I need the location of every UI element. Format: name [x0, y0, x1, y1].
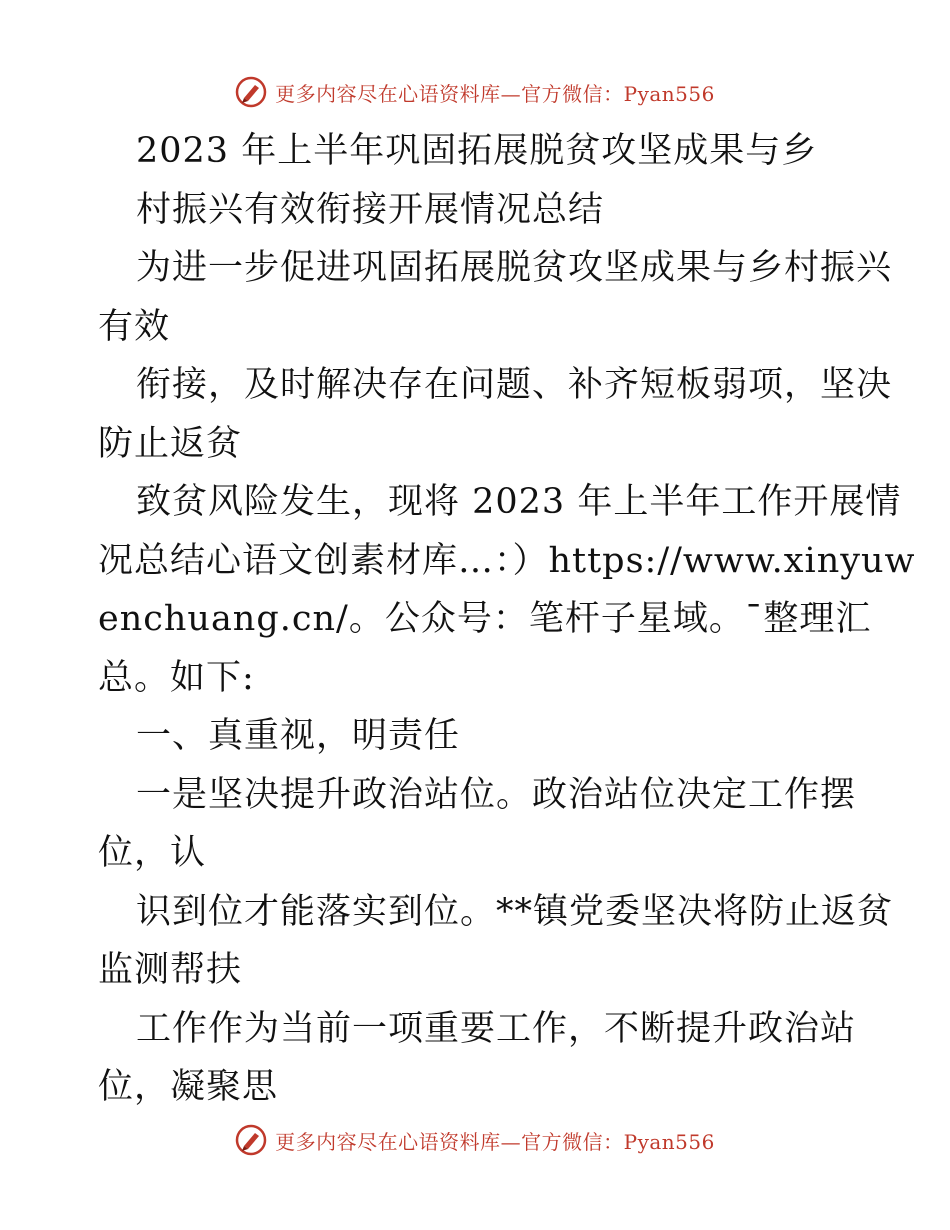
paragraph-line: 一是坚决提升政治站位。政治站位决定工作摆 [136, 774, 857, 815]
paragraph-line: 防止返贫 [98, 423, 243, 464]
paragraph-line: 工作作为当前一项重要工作，不断提升政治站 [136, 1008, 857, 1049]
paragraph-line: 衔接，及时解决存在问题、补齐短板弱项，坚决 [136, 365, 893, 405]
watermark-text: 更多内容尽在心语资料库—官方微信：Pyan556 [275, 1129, 715, 1154]
title-line-2: 村振兴有效衔接开展情况总结 [136, 189, 605, 230]
paragraph-line: 总。如下: [98, 657, 255, 698]
section-heading: 一、真重视，明责任 [136, 716, 461, 756]
pen-nib-icon [235, 1124, 267, 1156]
paragraph-line: 致贫风险发生，现将 2023 年上半年工作开展情 [136, 482, 902, 522]
watermark-text: 更多内容尽在心语资料库—官方微信：Pyan556 [275, 81, 715, 106]
title-line-1: 2023 年上半年巩固拓展脱贫攻坚成果与乡 [136, 131, 818, 171]
paragraph-line: 况总结心语文创素材库…：）https://www.xinyuw [98, 540, 916, 581]
footer-watermark [0, 1120, 950, 1160]
header-watermark [0, 72, 950, 112]
paragraph-line: enchuang.cn/。公众号：笔杆子星域。¯整理汇 [98, 599, 872, 639]
paragraph-line: 有效 [98, 306, 171, 347]
paragraph-line: 识到位才能落实到位。**镇党委坚决将防止返贫 [136, 891, 894, 932]
document-body [98, 122, 916, 1117]
paragraph-line: 位，认 [98, 833, 207, 873]
paragraph-line: 位，凝聚思 [98, 1067, 279, 1107]
paragraph-line: 为进一步促进巩固拓展脱贫攻坚成果与乡村振兴 [136, 248, 893, 288]
paragraph-line: 监测帮扶 [98, 950, 243, 990]
pen-nib-icon [235, 76, 267, 108]
